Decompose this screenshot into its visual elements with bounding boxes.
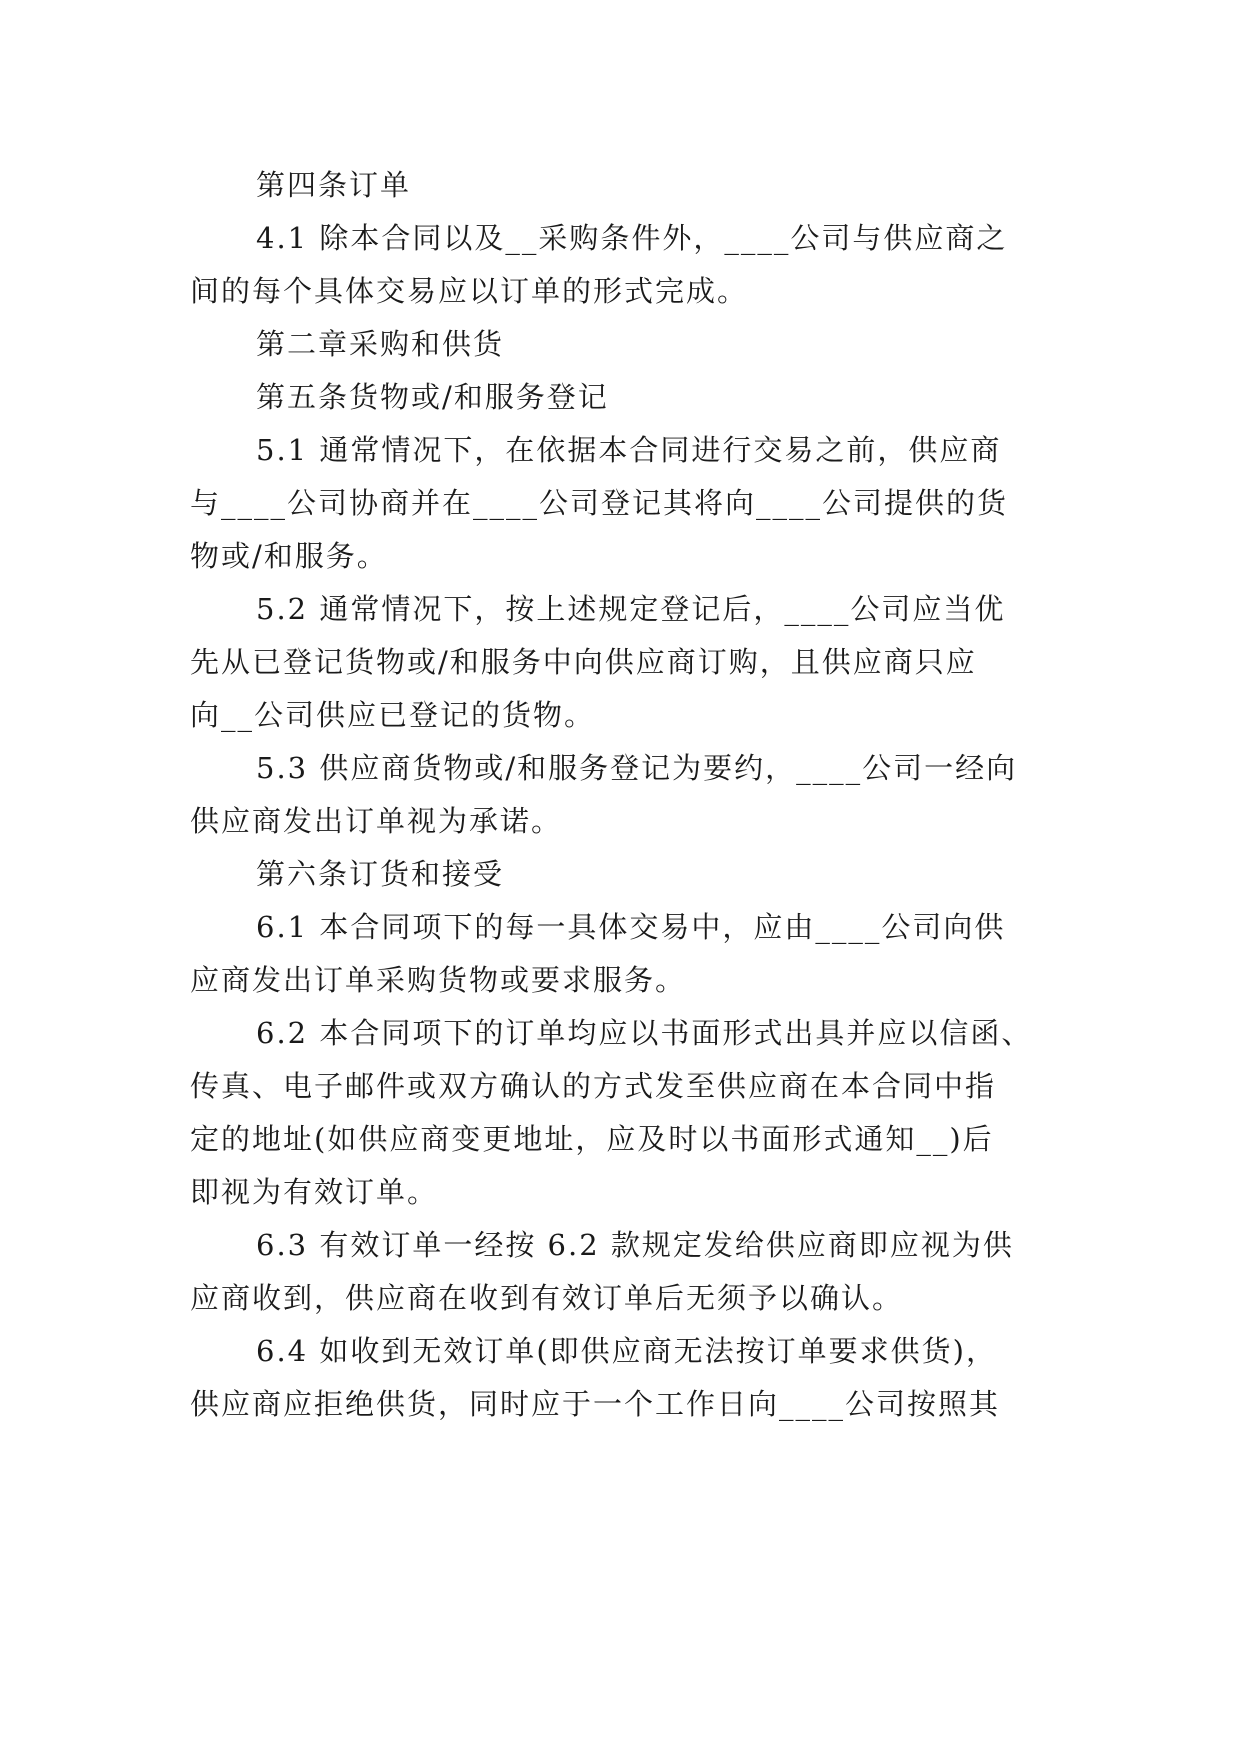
clause-5-3: 5.3 供应商货物或/和服务登记为要约，____公司一经向	[256, 751, 1018, 785]
clause-5-2-cont: 向__公司供应已登记的货物。	[190, 698, 596, 732]
article-6-heading: 第六条订货和接受	[256, 857, 505, 891]
clause-5-1: 5.1 通常情况下，在依据本合同进行交易之前，供应商	[256, 433, 1002, 467]
clause-5-2: 5.2 通常情况下，按上述规定登记后，____公司应当优	[256, 592, 1006, 626]
clause-6-2-cont: 即视为有效订单。	[190, 1175, 439, 1209]
clause-6-2-cont: 定的地址(如供应商变更地址，应及时以书面形式通知__)后	[190, 1122, 994, 1156]
clause-6-3-cont: 应商收到，供应商在收到有效订单后无须予以确认。	[190, 1281, 904, 1315]
clause-6-1-cont: 应商发出订单采购货物或要求服务。	[190, 963, 687, 997]
clause-5-1-cont: 与____公司协商并在____公司登记其将向____公司提供的货	[190, 486, 1009, 520]
article-5-heading: 第五条货物或/和服务登记	[256, 380, 609, 414]
clause-5-1-cont: 物或/和服务。	[190, 539, 388, 573]
chapter-2-heading: 第二章采购和供货	[256, 327, 505, 361]
clause-6-3: 6.3 有效订单一经按 6.2 款规定发给供应商即应视为供	[256, 1228, 1014, 1262]
clause-6-2: 6.2 本合同项下的订单均应以书面形式出具并应以信函、	[256, 1016, 1033, 1050]
article-4-heading: 第四条订单	[256, 168, 412, 202]
clause-6-4-cont: 供应商应拒绝供货，同时应于一个工作日向____公司按照其	[190, 1387, 1001, 1421]
clause-5-3-cont: 供应商发出订单视为承诺。	[190, 804, 563, 838]
clause-6-4: 6.4 如收到无效订单(即供应商无法按订单要求供货)，	[256, 1334, 997, 1368]
clause-4-1-cont: 间的每个具体交易应以订单的形式完成。	[190, 274, 749, 308]
clause-6-2-cont: 传真、电子邮件或双方确认的方式发至供应商在本合同中指	[190, 1069, 997, 1103]
clause-5-2-cont: 先从已登记货物或/和服务中向供应商订购，且供应商只应	[190, 645, 977, 679]
clause-4-1: 4.1 除本合同以及__采购条件外，____公司与供应商之	[256, 221, 1008, 255]
clause-6-1: 6.1 本合同项下的每一具体交易中，应由____公司向供	[256, 910, 1006, 944]
